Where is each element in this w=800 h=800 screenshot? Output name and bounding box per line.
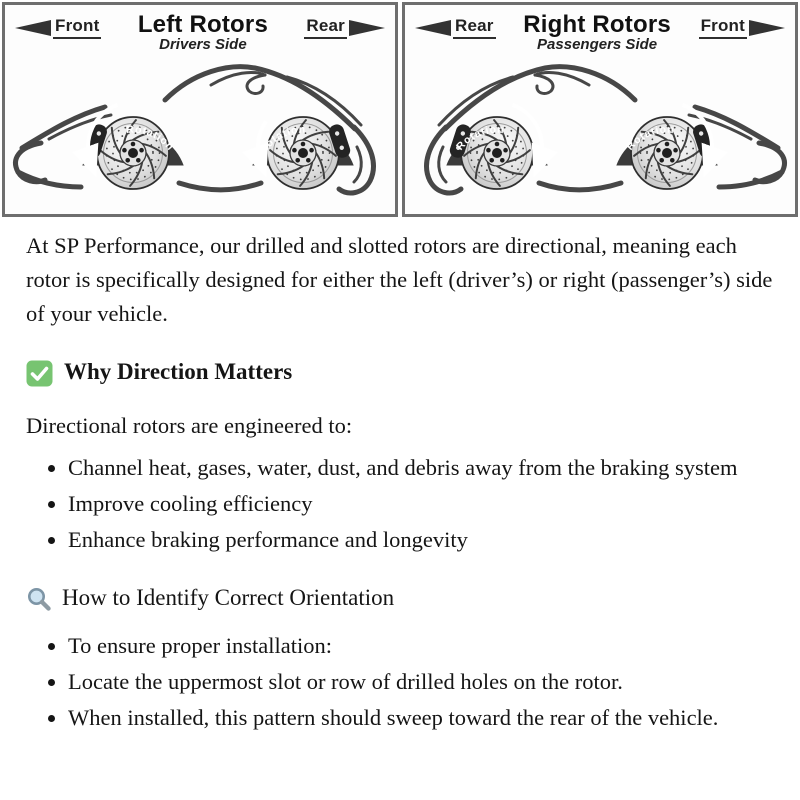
- car-diagram-left: [5, 55, 395, 207]
- lead-paragraph: Directional rotors are engineered to:: [26, 413, 353, 438]
- list-item: • To ensure proper installation:: [68, 629, 774, 663]
- list-item: • Channel heat, gases, water, dust, and debris away from the braking system: [68, 451, 774, 485]
- intro-paragraph: At SP Performance, our drilled and slotted rotors are directional, meaning each rotor is specifically designed for either the left (driver’s) or right (passenger’s) side of your vehicle.: [26, 233, 773, 326]
- rear-direction-indicator: [304, 16, 385, 39]
- left-panel-header: [5, 5, 395, 53]
- heading-text: How to Identify Correct Orientation: [62, 585, 395, 610]
- article-body: [0, 229, 800, 735]
- right-panel-header: [405, 5, 795, 53]
- car-silhouette: [16, 67, 374, 193]
- magnifying-glass-icon: [26, 586, 53, 613]
- direction-label: Front: [53, 16, 101, 39]
- list-item: • Enhance braking performance and longevity: [68, 523, 774, 557]
- list-item: • When installed, this pattern should sweep toward the rear of the vehicle.: [68, 701, 774, 735]
- car-silhouette: [427, 67, 785, 193]
- panel-subtitle: Drivers Side: [159, 36, 247, 54]
- heading-how-to-identify: [26, 581, 774, 615]
- right-arrow-icon: [349, 20, 385, 36]
- direction-label: Front: [699, 16, 747, 39]
- rotation-label: Rotation: [257, 123, 306, 157]
- car-diagram-right: [405, 55, 795, 207]
- right-rotors-panel: [402, 2, 798, 217]
- rotor-direction-diagrams: [0, 0, 800, 217]
- rear-direction-indicator: [415, 16, 496, 39]
- rotation-label: Rotation: [125, 123, 177, 154]
- left-rotors-panel: [2, 2, 398, 217]
- front-direction-indicator: [15, 16, 101, 39]
- panel-subtitle: Passengers Side: [537, 36, 658, 54]
- rotation-label: Rotation: [624, 123, 675, 153]
- front-direction-indicator: [699, 16, 785, 39]
- direction-label: Rear: [453, 16, 496, 39]
- left-arrow-icon: [15, 20, 51, 36]
- identification-steps-list: [26, 629, 774, 735]
- list-item: • Locate the uppermost slot or row of drilled holes on the rotor.: [68, 665, 774, 699]
- rotation-label: Rotation: [454, 123, 505, 153]
- heading-text: Why Direction Matters: [64, 359, 293, 384]
- panel-title: Right Rotors: [523, 11, 671, 38]
- direction-label: Rear: [304, 16, 347, 39]
- list-item: • Improve cooling efficiency: [68, 487, 774, 521]
- check-mark-icon: [26, 360, 53, 387]
- left-arrow-icon: [415, 20, 451, 36]
- benefits-list: [26, 451, 774, 557]
- panel-title-block: [101, 12, 304, 53]
- panel-title: Left Rotors: [137, 11, 269, 38]
- heading-why-direction-matters: [26, 355, 774, 389]
- right-arrow-icon: [749, 20, 785, 36]
- panel-title-block: [496, 12, 699, 53]
